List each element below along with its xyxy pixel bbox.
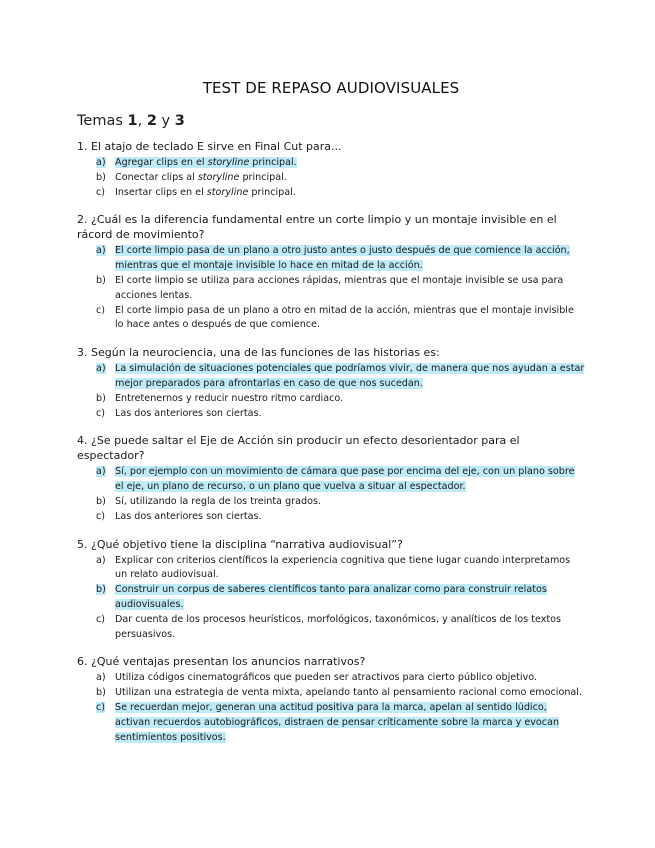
option-term-italic: storyline [207, 157, 250, 168]
answer-option [96, 613, 585, 643]
answer-option [96, 392, 585, 407]
answer-option [96, 171, 585, 186]
option-list [77, 465, 585, 524]
option-letter: b) [96, 171, 106, 183]
answer-option [96, 304, 585, 334]
option-letter: b) [96, 274, 106, 286]
question-2 [77, 212, 585, 333]
option-text: Utilizan una estrategia de venta mixta, apelando tanto al pensamiento racional como emocional. [115, 687, 583, 699]
option-text: Entretenernos y reducir nuestro ritmo cardiaco. [115, 392, 344, 404]
option-text: El corte limpio pasa de un plano a otro en mitad de la acción, mientras que el montaje invisible lo hace antes o después de que comience. [115, 304, 574, 331]
question-text: 4. ¿Se puede saltar el Eje de Acción sin producir un efecto desorientador para el espectador? [77, 434, 520, 463]
option-text: Explicar con criterios científicos la experiencia cognitiva que tiene lugar cuando interpretamos un relato audiovisual. [115, 554, 571, 581]
option-letter: a) [96, 672, 106, 684]
option-text: El corte limpio se utiliza para acciones rápidas, mientras que el montaje invisible se usa para acciones lentas. [115, 274, 564, 301]
answer-option-highlighted [96, 465, 585, 495]
subtitle-separator-1: , [137, 113, 147, 129]
question-1 [77, 139, 585, 200]
option-text: La simulación de situaciones potenciales que podríamos vivir, de manera que nos ayudan a estar mejor preparados para afrontarlas en caso de que nos sucedan. [115, 363, 585, 389]
option-text: Sí, por ejemplo con un movimiento de cámara que pase por encima del eje, con un plano sobre el eje, un plano de recurso, o un plano que vuelva a situar al espectador. [115, 466, 575, 493]
option-list [77, 362, 585, 421]
answer-option-highlighted [96, 583, 585, 613]
option-letter: c) [96, 304, 106, 316]
question-text: 2. ¿Cuál es la diferencia fundamental entre un corte limpio y un montaje invisible en el rácord de movimiento? [77, 213, 557, 242]
option-letter: b) [96, 392, 106, 404]
subtitle [77, 113, 585, 129]
answer-option [96, 274, 585, 304]
answer-option [96, 407, 585, 422]
answer-option-highlighted [96, 156, 585, 171]
option-text: Se recuerdan mejor, generan una actitud positiva para la marca, apelan al sentido lúdico, activan recuerdos autobiográficos, distraen de pensar críticamente sobre la marca y evocan sentimientos positivos. [115, 701, 560, 743]
question-list [77, 139, 585, 745]
option-letter: c) [96, 186, 106, 198]
option-letter: c) [96, 613, 106, 625]
question-3 [77, 345, 585, 421]
option-list [77, 244, 585, 333]
answer-option [96, 495, 585, 510]
option-text: Construir un corpus de saberes científicos tanto para analizar como para construir relatos audiovisuales. [115, 584, 547, 610]
subtitle-separator-2: y [156, 113, 175, 129]
option-text: Sí, utilizando la regla de los treinta grados. [115, 495, 321, 507]
question-text: 5. ¿Qué objetivo tiene la disciplina “narrativa audiovisual”? [77, 537, 403, 551]
option-text: Agregar clips en el storyline principal. [115, 157, 297, 168]
option-text: Dar cuenta de los procesos heurísticos, morfológicos, taxonómicos, y analíticos de los textos persuasivos. [115, 613, 562, 640]
option-letter: c) [96, 510, 106, 522]
option-letter: a) [96, 245, 106, 257]
option-text: El corte limpio pasa de un plano a otro justo antes o justo después de que comience la acción, mientras que el montaje invisible lo hace en mitad de la acción. [115, 245, 570, 272]
question-5 [77, 537, 585, 643]
answer-option-highlighted [96, 362, 585, 392]
option-text: Insertar clips en el storyline principal. [115, 186, 296, 198]
subtitle-topic-1: 1 [127, 113, 138, 129]
option-text: Conectar clips al storyline principal. [115, 171, 287, 183]
question-text: 6. ¿Qué ventajas presentan los anuncios narrativos? [77, 655, 366, 669]
answer-option [96, 686, 585, 701]
option-letter: b) [96, 495, 106, 507]
subtitle-topic-2: 2 [146, 113, 157, 129]
option-term-italic: storyline [197, 171, 240, 183]
subtitle-topic-3: 3 [174, 113, 185, 129]
option-letter: c) [96, 701, 106, 713]
option-text: Utiliza códigos cinematográficos que pueden ser atractivos para cierto público objetivo. [115, 672, 538, 684]
question-text: 3. Según la neurociencia, una de las funciones de las historias es: [77, 346, 440, 360]
answer-option [96, 186, 585, 201]
option-text: Las dos anteriores son ciertas. [115, 407, 262, 419]
option-term-italic: storyline [206, 186, 249, 198]
document-title: TEST DE REPASO AUDIOVISUALES [202, 79, 460, 97]
option-letter: a) [96, 157, 106, 168]
question-6 [77, 654, 585, 745]
subtitle-prefix: Temas [77, 113, 128, 129]
option-letter: b) [96, 584, 106, 596]
option-letter: a) [96, 363, 106, 375]
option-letter: c) [96, 407, 106, 419]
answer-option [96, 671, 585, 686]
question-4 [77, 433, 585, 524]
option-letter: b) [96, 687, 106, 699]
question-text: 1. El atajo de teclado E sirve en Final Cut para... [77, 140, 342, 153]
answer-option [96, 554, 585, 584]
answer-option-highlighted [96, 244, 585, 274]
option-list [77, 156, 585, 200]
answer-option-highlighted [96, 701, 585, 745]
option-text: Las dos anteriores son ciertas. [115, 510, 262, 522]
option-list [77, 671, 585, 745]
option-letter: a) [96, 554, 106, 566]
option-letter: a) [96, 466, 106, 478]
option-list [77, 554, 585, 643]
answer-option [96, 510, 585, 525]
